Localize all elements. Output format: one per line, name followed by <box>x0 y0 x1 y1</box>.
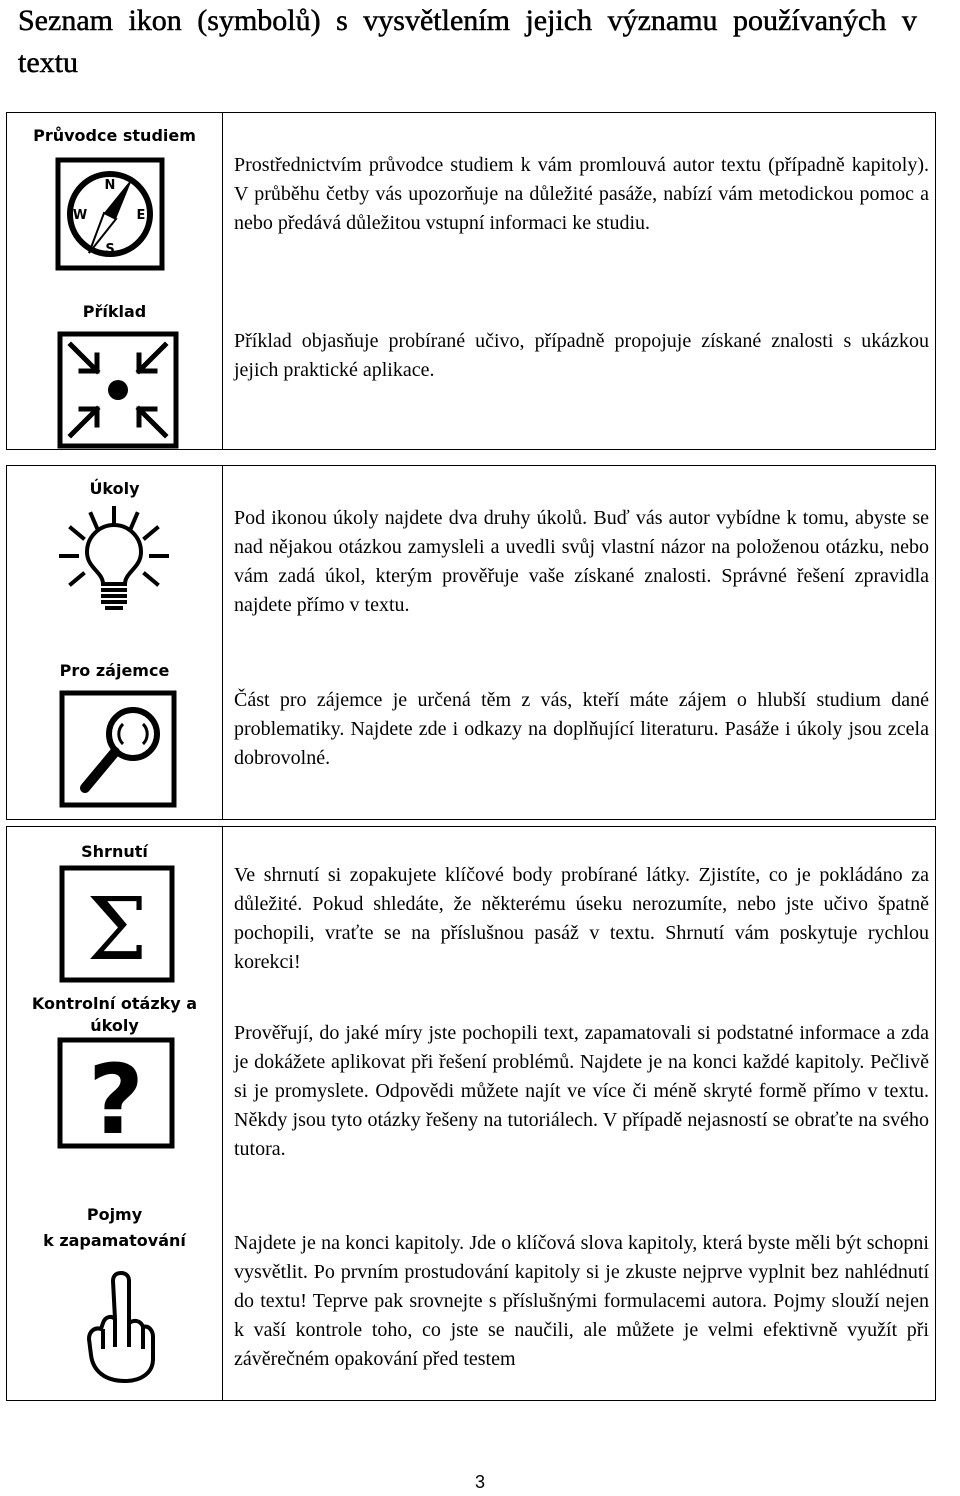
pointing-hand-icon <box>81 1267 157 1385</box>
text-pro-zajemce: Část pro zájemce je určená těm z vás, kteří máte zájem o hlubší studium dané problematiky. Najdete zde i odkazy na doplňující literaturu. Pasáže i úkoly jsou zcela dobrovolné. <box>234 689 929 769</box>
label-kontrolni-otazky-line1: Kontrolní otázky a <box>31 994 198 1013</box>
lightbulb-icon <box>55 504 173 614</box>
page-number: 3 <box>474 1472 485 1492</box>
text-priklad: Příklad objasňuje probírané učivo, případně propojuje získané znalosti s ukázkou jejich praktické aplikace. <box>234 330 929 381</box>
icon-table-1 <box>6 112 936 450</box>
label-pro-zajemce: Pro zájemce <box>59 661 170 680</box>
question-mark-icon <box>57 1037 175 1149</box>
svg-text:E: E <box>136 208 146 223</box>
page-heading: Seznam ikon (symbolů) s vysvětlením jejich významu používaných v textu <box>18 4 917 79</box>
label-kontrolni-otazky-line2: úkoly <box>90 1016 139 1035</box>
text-pojmy: Najdete je na konci kapitoly. Jde o klíčová slova kapitoly, která byste měli být schopni vysvětlit. Po prvním prostudování kapitoly si je zkuste nejprve vyplnit bez nahlédnutí do textu! Teprve pak srovnejte s příslušnými formulacemi autora. Pojmy slouží nejen k vaší kontrole toho, co jste se naučili, ale můžete je velmi efektivně využít při závěrečném opakování před testem <box>234 1232 929 1370</box>
label-pruvodce-studiem: Průvodce studiem <box>33 126 196 145</box>
label-pojmy-line2: k zapamatování <box>43 1231 186 1250</box>
svg-text:N: N <box>104 178 116 193</box>
svg-text:S: S <box>105 242 115 257</box>
label-ukoly: Úkoly <box>89 479 140 498</box>
svg-text:Σ: Σ <box>86 880 148 980</box>
label-pojmy <box>7 1204 222 1252</box>
compass-icon <box>55 157 165 271</box>
sigma-icon <box>59 865 175 983</box>
label-priklad: Příklad <box>82 302 147 321</box>
label-pojmy-line1: Pojmy <box>86 1205 143 1224</box>
label-kontrolni-otazky <box>7 993 222 1037</box>
icon-table-3 <box>6 826 936 1401</box>
text-shrnuti: Ve shrnutí si zopakujete klíčové body probírané látky. Zjistíte, co je pokládáno za důležité. Pokud shledáte, že některému úseku nerozumíte, nebo jste učivo špatně pochopili, vraťte se na příslušnou pasáž v textu. Shrnutí vám poskytuje rychlou korekci! <box>234 864 929 973</box>
arrows-to-center-icon <box>57 331 179 449</box>
label-shrnuti: Shrnutí <box>81 842 148 861</box>
magnifier-icon <box>59 690 177 808</box>
text-ukoly: Pod ikonou úkoly najdete dva druhy úkolů. Buď vás autor vybídne k tomu, abyste se nad nějakou otázkou zamysleli a uvedli svůj vlastní názor na položenou otázku, nebo vám zadá úkol, kterým prověřuje vaše získané znalosti. Správné řešení zpravidla najdete přímo v textu. <box>234 507 929 616</box>
text-kontrolni-otazky: Prověřují, do jaké míry jste pochopili text, zapamatovali si podstatné informace a zda je dokážete aplikovat při řešení problémů. Najdete je na konci každé kapitoly. Pečlivě si je promyslete. Odpovědi můžete najít ve více či méně skryté formě přímo v textu. Někdy jsou tyto otázky řešeny na tutoriálech. V případě nejasností se obraťte na svého tutora. <box>234 1022 929 1160</box>
svg-text:W: W <box>72 208 88 223</box>
text-pruvodce-studiem: Prostřednictvím průvodce studiem k vám promlouvá autor textu (případně kapitoly). V průběhu četby vás upozorňuje na důležité pasáže, nabízí vám metodickou pomoc a nebo předává důležitou vstupní informaci ke studiu. <box>234 154 929 234</box>
icon-table-2 <box>6 465 936 820</box>
svg-text:?: ? <box>88 1044 144 1149</box>
